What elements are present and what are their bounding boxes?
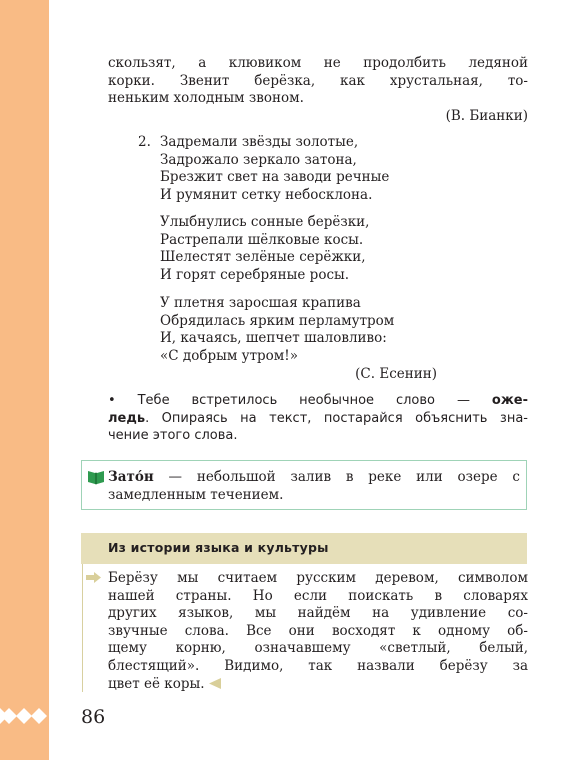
diamond-ornament-icon [0, 704, 49, 728]
poem-stanza-1 [160, 134, 389, 204]
history-line: Берёзу мы считаем русским деревом, символом [108, 570, 528, 586]
poem-line: И, качаясь, шепчет шаловливо: [160, 330, 387, 346]
task-line [108, 410, 528, 428]
poem-line: Задремали звёзды золотые, [160, 134, 359, 150]
poem-line: Улыбнулись сонные берёзки, [160, 214, 370, 230]
history-line [108, 676, 528, 694]
poem-stanza-3 [160, 295, 394, 365]
task-text: . Опираясь на текст, постарайся объяснить зна- [145, 410, 528, 426]
history-header [81, 533, 527, 564]
history-title: Из истории языка и культуры [108, 540, 329, 555]
prose-line: скользят, а клювиком не продолбить ледяной [108, 55, 528, 71]
history-last-text: цвет её коры. [108, 675, 205, 692]
glossary-text [108, 469, 520, 504]
open-book-icon [87, 469, 105, 485]
history-line: щему корню, означавшему «светлый, белый, [108, 640, 528, 657]
history-line: звучные слова. Все они восходят к одному об- [108, 622, 528, 639]
poem-line: И горят серебряные росы. [160, 266, 350, 283]
poem-line: И румянит сетку небосклона. [160, 186, 373, 203]
history-line: других языков, мы найдём на удивление со- [108, 605, 528, 622]
glossary-definition: — небольшой залив в реке или озере с [153, 469, 520, 485]
poem-line: «С добрым утром!» [160, 347, 298, 364]
prose-author: (В. Бианки) [445, 108, 528, 124]
task-keyword: оже- [491, 393, 528, 408]
arrow-right-icon [86, 572, 102, 583]
poem-author: (С. Есенин) [355, 366, 437, 382]
left-margin-band [0, 0, 49, 760]
poem-line: У плетня заросшая крапива [160, 295, 361, 311]
glossary-line [108, 469, 520, 487]
history-line: блестящий». Видимо, так назвали берёзу за [108, 657, 528, 674]
history-paragraph [108, 570, 528, 693]
prose-line: неньким холодным звоном. [108, 90, 304, 106]
poem-line: Задрожало зеркало затона, [160, 151, 357, 168]
history-divider [82, 564, 83, 692]
poem-number: 2. [138, 134, 151, 150]
history-line: нашей страны. Но если поискать в словарях [108, 587, 528, 604]
poem-line: Брезжит свет на заводи речные [160, 169, 390, 185]
poem-line: Растрепали шёлковые косы. [160, 231, 364, 248]
glossary-box [81, 460, 527, 510]
page-number: 86 [81, 706, 106, 728]
glossary-line: замедленным течением. [108, 486, 284, 503]
task-keyword: ледь [108, 410, 146, 426]
prose-paragraph [108, 55, 528, 108]
task-line [108, 392, 528, 410]
arrow-left-icon [209, 678, 221, 689]
prose-line: корки. Звенит берёзка, как хрустальная, то- [108, 72, 528, 89]
task-paragraph [108, 392, 528, 445]
glossary-term: Зато́н [108, 469, 154, 485]
poem-line: Шелестят зелёные серёжки, [160, 249, 366, 265]
task-line: чение этого слова. [108, 428, 238, 443]
poem-line: Обрядилась ярким перламутром [160, 312, 395, 329]
task-text: • Тебе встретилось необычное слово — [108, 393, 470, 408]
poem-stanza-2 [160, 214, 369, 284]
